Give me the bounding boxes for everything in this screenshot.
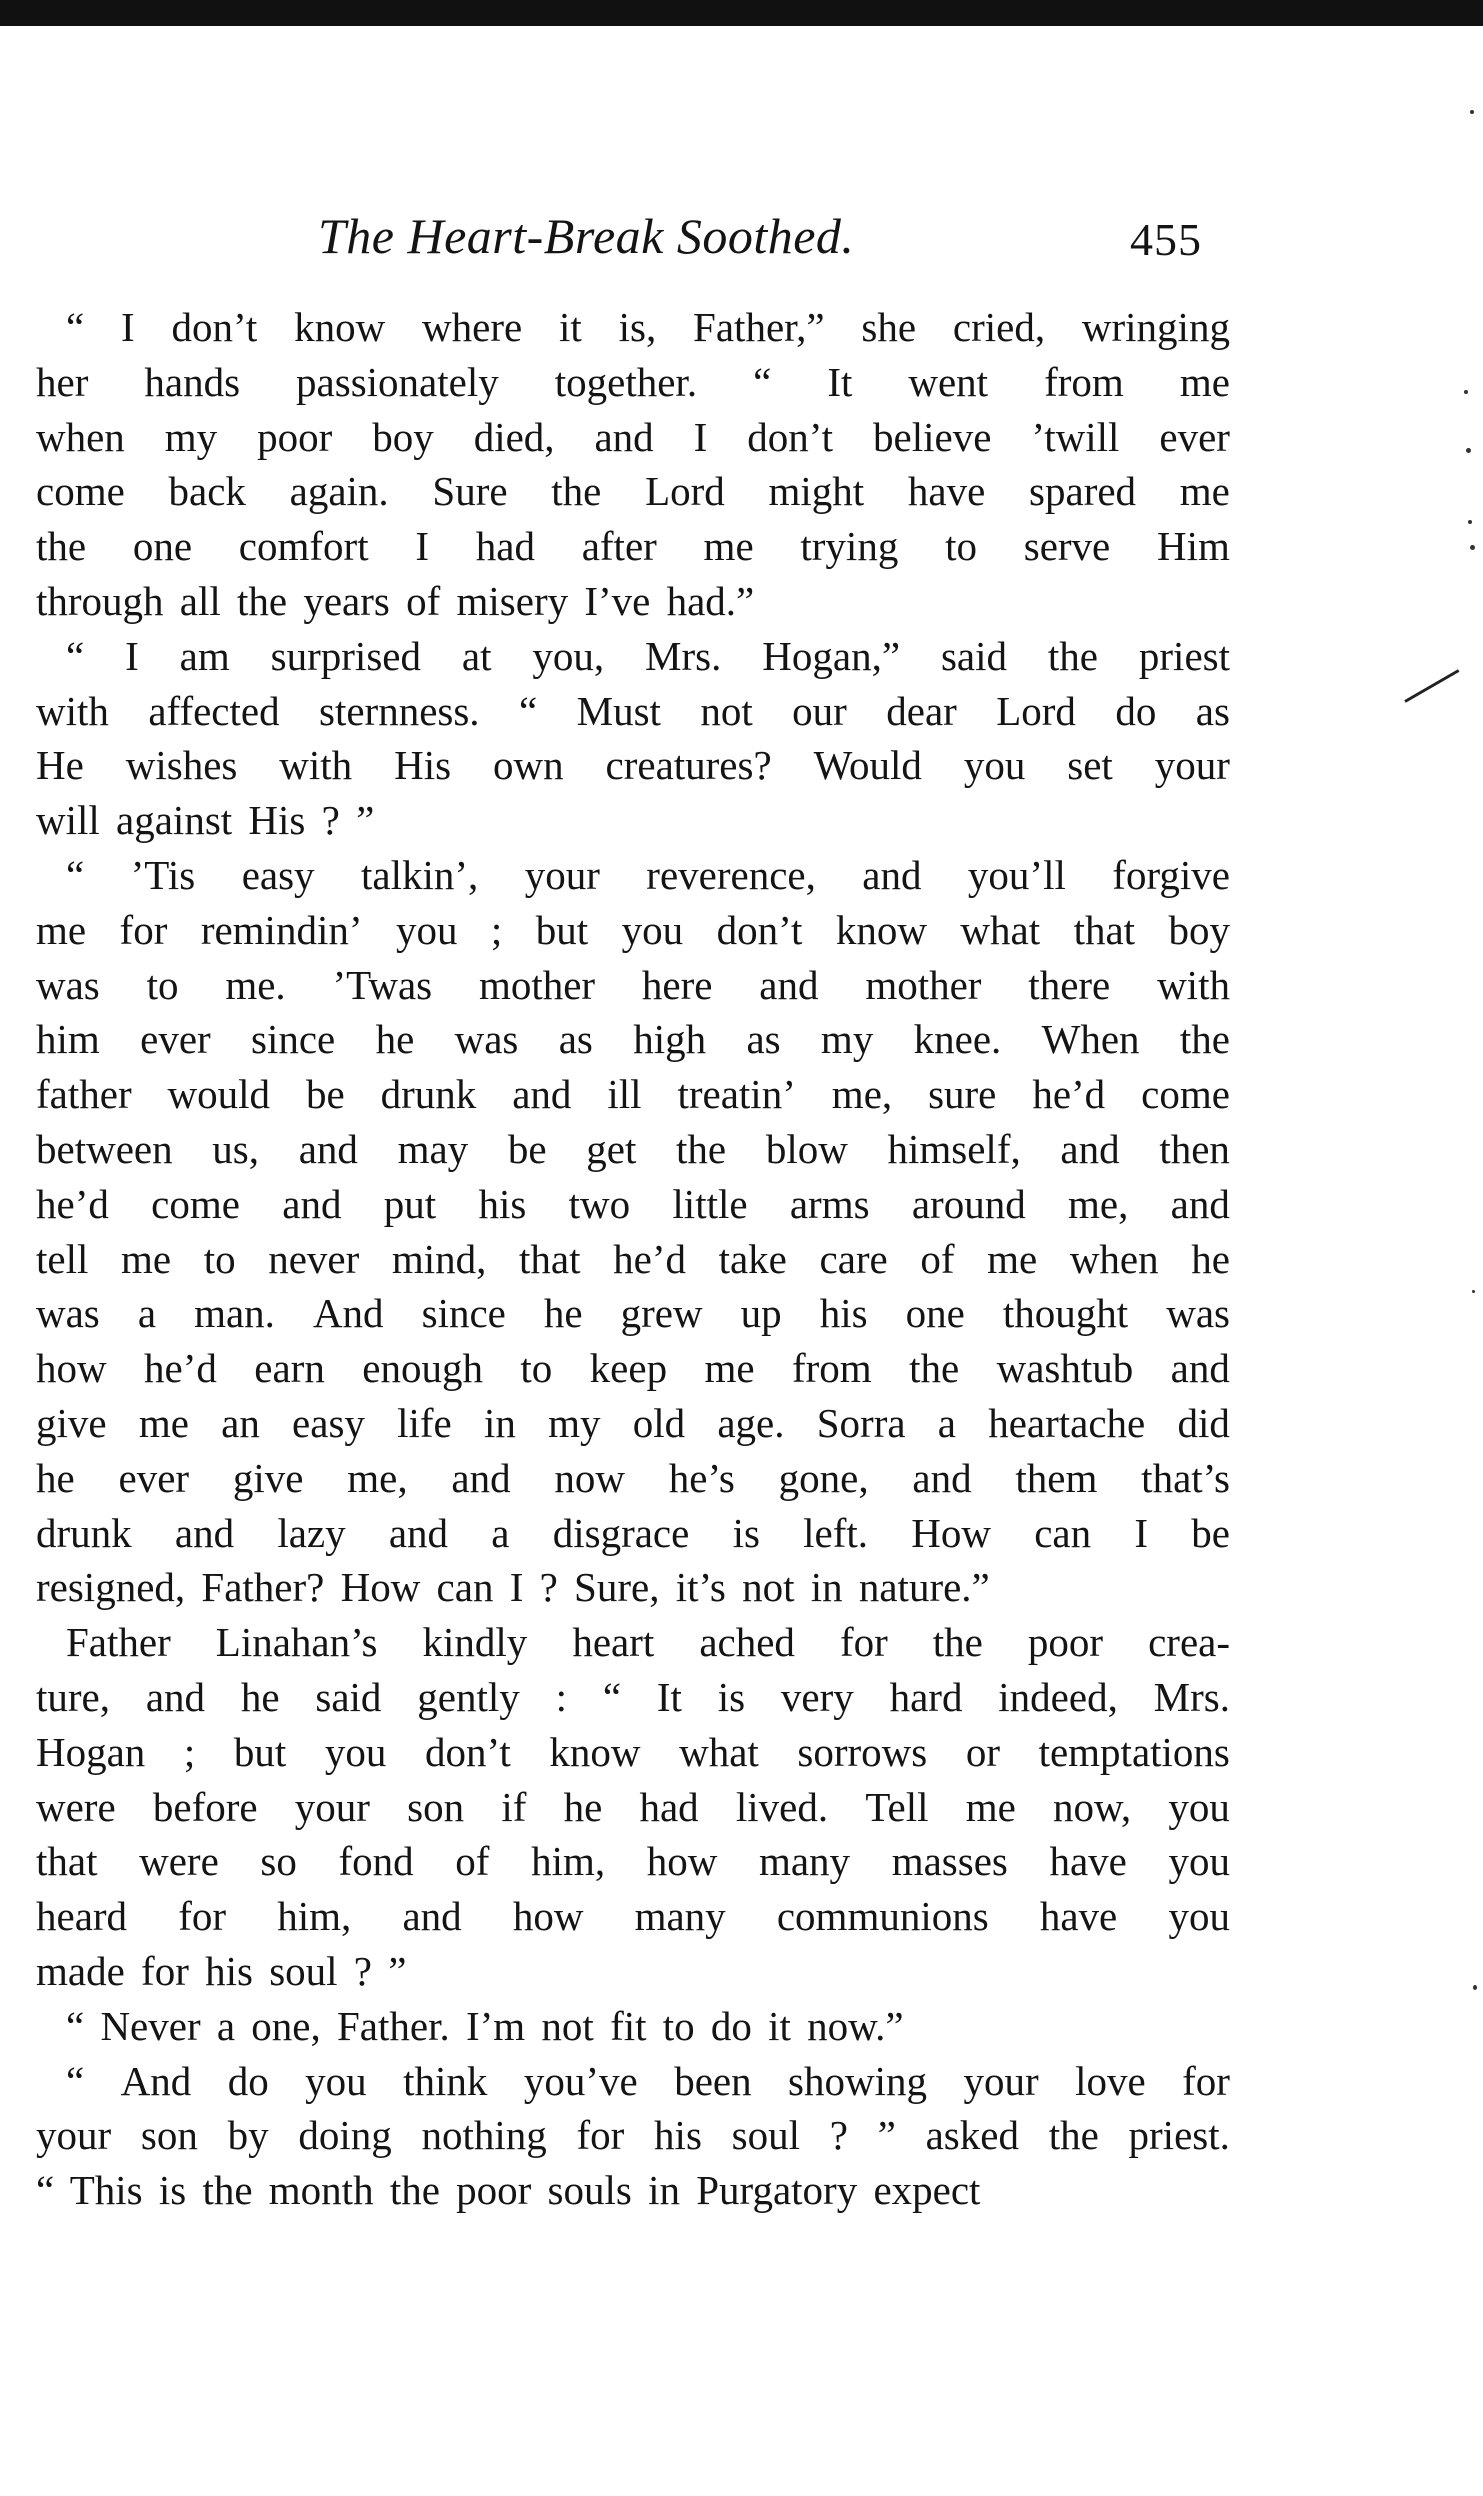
paragraph <box>36 1999 1230 2054</box>
text-line: was to me. ’Twas mother here and mother there with <box>36 961 1230 1008</box>
margin-speck <box>1468 520 1472 524</box>
paragraph <box>36 629 1230 848</box>
text-line: through all the years of misery I’ve had.” <box>36 577 755 624</box>
text-line: he ever give me, and now he’s gone, and them that’s <box>36 1454 1230 1501</box>
margin-speck <box>1470 545 1475 550</box>
text-line: that were so fond of him, how many masses have you <box>36 1838 1230 1885</box>
text-line: resigned, Father? How can I ? Sure, it’s not in nature.” <box>36 1564 990 1611</box>
text-line: her hands passionately together. “ It went from me <box>36 358 1230 405</box>
text-line: was a man. And since he grew up his one thought was <box>36 1290 1230 1337</box>
margin-speck <box>1473 1985 1477 1990</box>
margin-speck <box>1472 1290 1475 1293</box>
paragraph <box>36 848 1230 1615</box>
text-line: “ This is the month the poor souls in Purgatory expect <box>36 2167 981 2214</box>
text-line: “ I am surprised at you, Mrs. Hogan,” said the priest <box>66 632 1230 679</box>
text-line: “ ’Tis easy talkin’, your reverence, and you’ll forgive <box>66 851 1230 898</box>
text-line: father would be drunk and ill treatin’ me, sure he’d come <box>36 1071 1230 1118</box>
text-line: drunk and lazy and a disgrace is left. How can I be <box>36 1509 1230 1556</box>
margin-pen-stroke <box>1404 669 1459 703</box>
text-line: will against His ? ” <box>36 797 375 844</box>
text-line: how he’d earn enough to keep me from the washtub and <box>36 1345 1230 1392</box>
text-line: with affected sternness. “ Must not our dear Lord do as <box>36 687 1230 734</box>
paragraph <box>36 1615 1230 1999</box>
text-line: tell me to never mind, that he’d take care of me when he <box>36 1235 1230 1282</box>
text-line: him ever since he was as high as my knee. When the <box>36 1016 1230 1063</box>
paragraph <box>36 2054 1230 2218</box>
text-line: made for his soul ? ” <box>36 1947 407 1994</box>
text-line: come back again. Sure the Lord might have spared me <box>36 468 1230 515</box>
text-line: “ Never a one, Father. I’m not fit to do it now.” <box>66 2002 904 2049</box>
text-line: “ And do you think you’ve been showing your love for <box>66 2057 1230 2104</box>
margin-speck <box>1466 448 1471 453</box>
text-line: “ I don’t know where it is, Father,” she cried, wringing <box>66 304 1230 350</box>
body-text <box>36 300 1230 2218</box>
top-rule <box>0 0 1483 26</box>
text-line: me for remindin’ you ; but you don’t know what that boy <box>36 906 1230 953</box>
text-line: He wishes with His own creatures? Would you set your <box>36 742 1230 789</box>
margin-speck <box>1464 390 1468 394</box>
text-line: heard for him, and how many communions have you <box>36 1893 1230 1940</box>
text-line: Hogan ; but you don’t know what sorrows or temptations <box>36 1728 1230 1775</box>
page-number: 455 <box>1130 214 1202 265</box>
text-line: were before your son if he had lived. Tell me now, you <box>36 1783 1230 1830</box>
text-line: he’d come and put his two little arms around me, and <box>36 1180 1230 1227</box>
text-line: ture, and he said gently : “ It is very hard indeed, Mrs. <box>36 1673 1230 1720</box>
paragraph <box>36 300 1230 629</box>
text-line: when my poor boy died, and I don’t believe ’twill ever <box>36 413 1230 460</box>
text-line: your son by doing nothing for his soul ? ” asked the priest. <box>36 2112 1230 2159</box>
running-title: The Heart-Break Soothed. <box>318 208 855 264</box>
text-line: between us, and may be get the blow himself, and then <box>36 1125 1230 1172</box>
text-line: give me an easy life in my old age. Sorra a heartache did <box>36 1399 1230 1446</box>
text-line: the one comfort I had after me trying to serve Him <box>36 523 1230 570</box>
page-header <box>0 196 1483 276</box>
text-line: Father Linahan’s kindly heart ached for the poor crea- <box>66 1619 1230 1666</box>
margin-speck <box>1470 110 1474 114</box>
